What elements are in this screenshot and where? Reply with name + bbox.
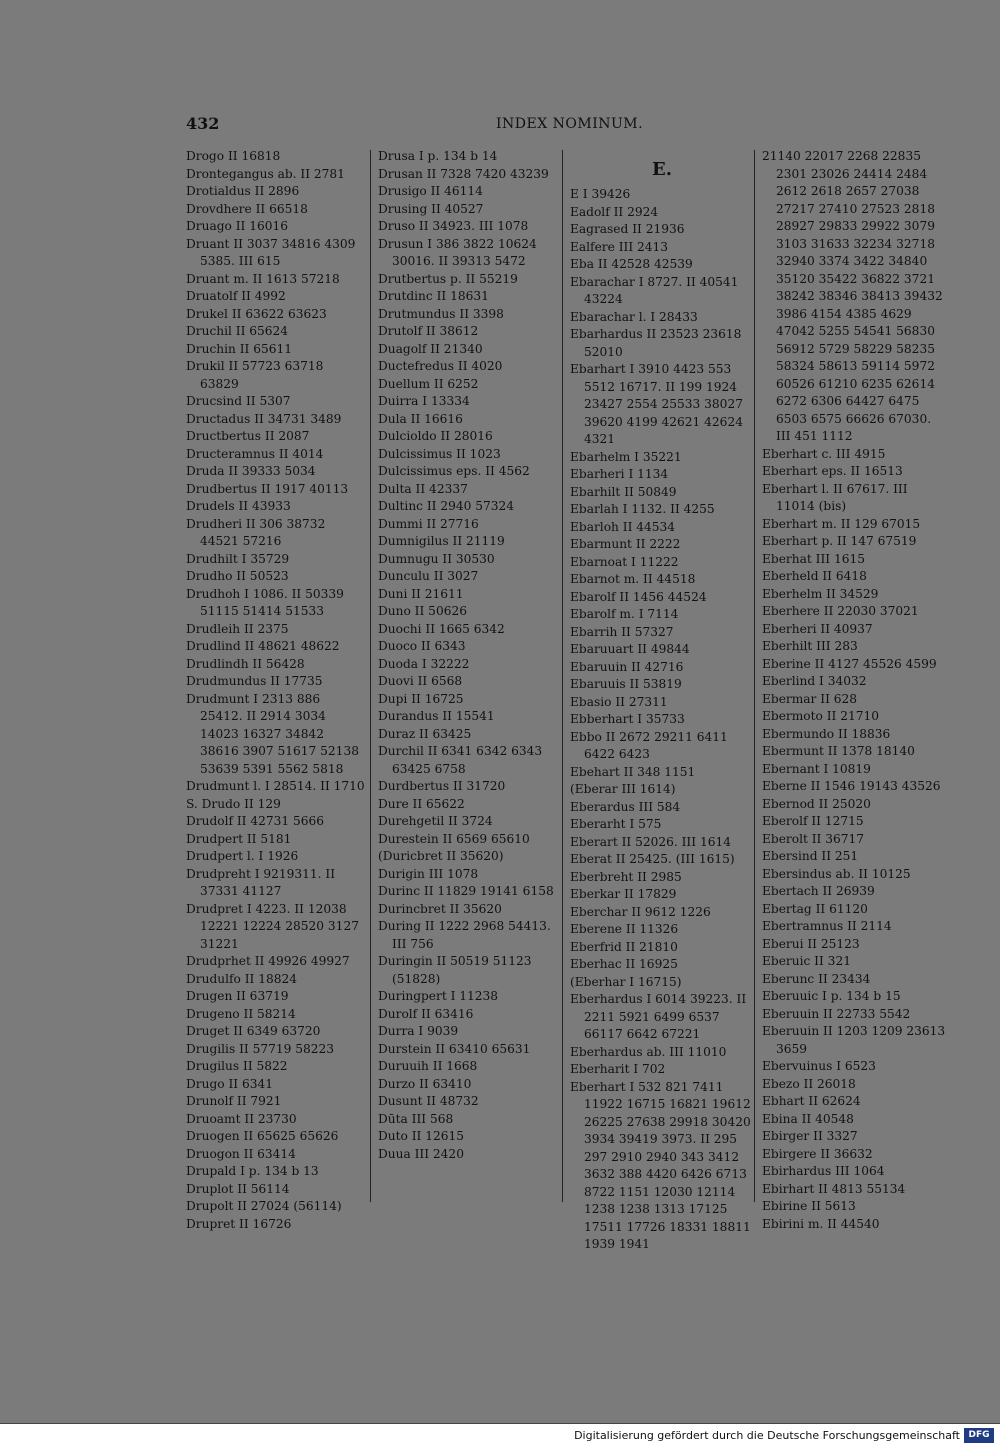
index-entry: Ebirini m. II 44540 <box>762 1216 880 1231</box>
index-entry: Eberhart m. II 129 67015 <box>762 516 921 531</box>
index-entry: Eberhac II 16925 <box>570 957 678 971</box>
index-entry: Duagolf II 21340 <box>378 341 483 356</box>
index-entry: Eberhelm II 34529 <box>762 586 879 601</box>
index-entry: Ebertramnus II 2114 <box>762 919 892 933</box>
index-entry: Dultinc II 2940 57324 <box>378 499 515 513</box>
index-entry: Eberunc II 23434 <box>762 971 871 986</box>
index-entry: Eberui II 25123 <box>762 936 860 951</box>
index-entry: Ebermar II 628 <box>762 691 858 706</box>
index-entry: Ebasio II 27311 <box>570 694 668 709</box>
index-entry: Eberart II 52026. III 1614 <box>570 834 731 849</box>
index-entry: Eberhart eps. II 16513 <box>762 464 903 478</box>
index-entry: Duto II 12615 <box>378 1129 465 1143</box>
index-entry: Duni II 21611 <box>378 586 464 601</box>
index-entry: Drudbertus II 1917 40113 <box>186 481 349 496</box>
index-entry: Ebernant I 10819 <box>762 761 871 776</box>
index-entry: Ebhart II 62624 <box>762 1094 861 1108</box>
index-entry: Drutmundus II 3398 <box>378 306 504 321</box>
index-entry: Eberhere II 22030 37021 <box>762 604 919 618</box>
index-entry: Eberat II 25425. (III 1615) <box>570 852 735 866</box>
index-entry: Dulcioldo II 28016 <box>378 429 493 443</box>
index-entry: Durinc II 11829 19141 6158 <box>378 884 554 898</box>
index-entry: Drugen II 63719 <box>186 989 289 1003</box>
index-entry: Ebirgere II 36632 <box>762 1146 873 1161</box>
index-entry: Drudlindh II 56428 <box>186 656 305 671</box>
index-entry: Drudmunt I 2313 886 25412. II 2914 3034 14023 16327 34842 38616 3907 51617 52138 53639 5391 5562 5818 <box>186 691 359 776</box>
index-entry: Eberarht I 575 <box>570 817 662 831</box>
index-entry: Drudprhet II 49926 49927 <box>186 954 350 968</box>
index-entry: Drudels II 43933 <box>186 499 291 513</box>
index-entry: Drucsind II 5307 <box>186 394 291 408</box>
index-entry: Eberbreht II 2985 <box>570 869 682 884</box>
index-entry: Ebernod II 25020 <box>762 796 871 811</box>
index-entry: Drogo II 16818 <box>186 149 281 163</box>
index-entry: Eberhardus I 6014 39223. II 2211 5921 6499 6537 66117 6642 67221 <box>570 992 747 1041</box>
index-entry: Drusun I 386 3822 10624 30016. II 39313 5472 <box>378 236 537 268</box>
index-entry: Duochi II 1665 6342 <box>378 621 505 636</box>
index-entry: (Eberar III 1614) <box>570 782 676 796</box>
index-entry: Dure II 65622 <box>378 796 465 811</box>
index-entry: Durchil II 6341 6342 6343 63425 6758 <box>378 744 543 776</box>
index-entry: Eberhardus ab. III 11010 <box>570 1044 727 1059</box>
index-entry: Ebarolf m. I 7114 <box>570 607 679 621</box>
index-entry: Eberhilt III 283 <box>762 639 858 653</box>
index-entry: During II 1222 2968 54413. III 756 <box>378 919 551 951</box>
index-entry: Drugilus II 5822 <box>186 1059 288 1073</box>
index-entry: Eberene II 11326 <box>570 922 679 936</box>
index-entry: Drovdhere II 66518 <box>186 201 308 216</box>
index-entry: Durigin III 1078 <box>378 866 479 881</box>
index-entry: Durzo II 63410 <box>378 1076 472 1091</box>
index-entry: Drutolf II 38612 <box>378 324 479 338</box>
index-entry: Dumnugu II 30530 <box>378 551 495 566</box>
index-entry: Drukil II 57723 63718 63829 <box>186 359 324 391</box>
page-number: 432 <box>186 114 220 133</box>
index-entry: Eberlind I 34032 <box>762 674 867 688</box>
index-entry: Ebaruuis II 53819 <box>570 677 682 691</box>
index-entry: Druda II 39333 5034 <box>186 464 316 478</box>
index-entry: Dructbertus II 2087 <box>186 429 310 443</box>
index-entry: Eberolf II 12715 <box>762 814 864 828</box>
index-entry: Ebertach II 26939 <box>762 884 875 898</box>
index-entry: Drudmunt l. I 28514. II 1710 <box>186 779 365 793</box>
index-entry: Duovi II 6568 <box>378 674 463 688</box>
index-entry: Druatolf II 4992 <box>186 289 286 303</box>
index-entry: Drusan II 7328 7420 43239 <box>378 166 549 181</box>
index-entry: Druogon II 63414 <box>186 1146 296 1161</box>
index-entry: Ebervuinus I 6523 <box>762 1059 876 1073</box>
column-rule <box>370 150 371 1202</box>
index-entry: Ebarhart I 3910 4423 553 5512 16717. II 199 1924 23427 2554 25533 38027 39620 4199 42621 42624 4321 <box>570 362 743 446</box>
index-entry: Drudho II 50523 <box>186 569 289 583</box>
index-entry: Drukel II 63622 63623 <box>186 306 327 321</box>
index-entry: Ebberhart I 35733 <box>570 712 685 726</box>
index-entry: Drupret II 16726 <box>186 1216 292 1231</box>
index-entry: Drugeno II 58214 <box>186 1006 296 1021</box>
index-entry: Dupi II 16725 <box>378 691 464 706</box>
index-entry: Druant m. II 1613 57218 <box>186 271 340 286</box>
index-entry: Drusigo II 46114 <box>378 184 483 198</box>
index-entry: Ebirhardus III 1064 <box>762 1164 885 1178</box>
index-entry: Dulta II 42337 <box>378 481 468 496</box>
index-entry: Ebaruuin II 42716 <box>570 659 684 674</box>
index-entry: Ebarachar I 8727. II 40541 43224 <box>570 274 739 306</box>
index-entry: Drutdinc II 18631 <box>378 289 489 303</box>
index-entry: Ebarolf II 1456 44524 <box>570 589 707 604</box>
index-entry: Drunolf II 7921 <box>186 1094 282 1108</box>
index-entry: Dūta III 568 <box>378 1111 454 1126</box>
index-entry: Duno II 50626 <box>378 604 467 618</box>
index-column-1 <box>186 148 366 1233</box>
index-entry: E I 39426 <box>570 187 631 201</box>
index-entry: Eberheri II 40937 <box>762 621 873 636</box>
index-entry: Drudpert l. I 1926 <box>186 849 299 863</box>
index-entry: Duringpert I 11238 <box>378 989 499 1003</box>
index-entry: Duua III 2420 <box>378 1146 464 1161</box>
index-entry: Ebarnoat I 11222 <box>570 554 679 569</box>
index-entry: Drudhoh I 1086. II 50339 51115 51414 51533 <box>186 586 344 618</box>
index-entry: Ductefredus II 4020 <box>378 359 503 373</box>
index-entry: Durandus II 15541 <box>378 709 495 723</box>
index-entry: Dummi II 27716 <box>378 516 479 531</box>
index-entry: Eberuic II 321 <box>762 954 851 968</box>
index-entry: Ebbo II 2672 29211 6411 6422 6423 <box>570 729 728 761</box>
index-entry: Durra I 9039 <box>378 1024 459 1038</box>
index-entry: Dumnigilus II 21119 <box>378 534 505 548</box>
index-entry: Drupolt II 27024 (56114) <box>186 1199 342 1213</box>
index-entry: Ebarachar l. I 28433 <box>570 309 698 324</box>
index-entry: Drusa I p. 134 b 14 <box>378 149 498 163</box>
footer-credit: Digitalisierung gefördert durch die Deutsche Forschungsgemeinschaft <box>574 1429 960 1442</box>
index-entry: Dunculu II 3027 <box>378 569 479 583</box>
index-entry: (Duricbret II 35620) <box>378 849 504 863</box>
column-rule <box>562 150 563 1202</box>
index-entry: Eberharit I 702 <box>570 1062 666 1076</box>
index-entry: Drugilis II 57719 58223 <box>186 1041 334 1056</box>
index-entry: Drudpreht I 9219311. II 37331 41127 <box>186 866 336 898</box>
index-entry: Ebermoto II 21710 <box>762 709 880 723</box>
index-entry: Drudlind II 48621 48622 <box>186 639 340 653</box>
index-entry: Ebertag II 61120 <box>762 901 868 916</box>
column-rule <box>754 150 755 1202</box>
index-entry: Durehgetil II 3724 <box>378 814 493 828</box>
index-entry: Ebehart II 348 1151 <box>570 764 696 779</box>
index-entry: Ebermunt II 1378 18140 <box>762 744 915 758</box>
index-entry: Druogen II 65625 65626 <box>186 1129 339 1143</box>
index-entry: Duruuih II 1668 <box>378 1059 478 1073</box>
index-entry: Duraz II 63425 <box>378 726 472 741</box>
index-entry: Druago II 16016 <box>186 219 288 233</box>
index-entry: Duellum II 6252 <box>378 376 479 391</box>
index-entry: Eberuuin II 22733 5542 <box>762 1006 911 1021</box>
index-entry: Duirra I 13334 <box>378 394 470 408</box>
index-entry: Dructadus II 34731 3489 <box>186 411 342 426</box>
index-entry: Drudulfo II 18824 <box>186 971 297 986</box>
index-entry: Drupald I p. 134 b 13 <box>186 1164 319 1178</box>
index-entry: Drusing II 40527 <box>378 201 484 216</box>
index-entry: Ebarhelm I 35221 <box>570 449 682 464</box>
index-entry: Eberheld II 6418 <box>762 569 867 583</box>
index-entry: (Eberhar I 16715) <box>570 974 682 989</box>
index-entry: Drudpret I 4223. II 12038 12221 12224 28520 3127 31221 <box>186 901 359 951</box>
index-column-3 <box>570 148 754 1254</box>
index-entry: Drugo II 6341 <box>186 1076 273 1091</box>
index-entry: Eberne II 1546 19143 43526 <box>762 779 941 793</box>
index-entry: Duoco II 6343 <box>378 639 466 653</box>
index-entry: Ebirhart II 4813 55134 <box>762 1181 906 1196</box>
index-entry: Durestein II 6569 65610 <box>378 831 530 846</box>
index-entry: Drotialdus II 2896 <box>186 184 300 198</box>
index-entry: Ebaruuart II 49844 <box>570 642 690 656</box>
index-entry: Ebirine II 5613 <box>762 1199 856 1213</box>
index-entry: Ebezo II 26018 <box>762 1076 856 1091</box>
index-entry: Eadolf II 2924 <box>570 204 659 219</box>
index-entry: Drudheri II 306 38732 44521 57216 <box>186 516 326 548</box>
index-entry: Ealfere III 2413 <box>570 239 669 254</box>
index-entry: Dulcissimus II 1023 <box>378 446 501 461</box>
index-entry: Ebarnot m. II 44518 <box>570 572 696 586</box>
index-entry: Ebermundo II 18836 <box>762 726 891 741</box>
index-entry: Dusunt II 48732 <box>378 1094 479 1108</box>
index-entry: Ebersindus ab. II 10125 <box>762 866 911 881</box>
index-entry: Ebarhardus II 23523 23618 52010 <box>570 327 742 359</box>
index-entry: Eberhart p. II 147 67519 <box>762 534 917 548</box>
index-entry: Ebarheri I 1134 <box>570 467 669 481</box>
index-entry: Dula II 16616 <box>378 411 463 426</box>
index-column-2 <box>378 148 558 1163</box>
index-entry: Dructeramnus II 4014 <box>186 446 324 461</box>
index-entry: Eba II 42528 42539 <box>570 257 693 271</box>
index-entry: Eberhart c. III 4915 <box>762 446 886 461</box>
index-entry: Druget II 6349 63720 <box>186 1024 321 1038</box>
index-entry: Druso II 34923. III 1078 <box>378 219 529 233</box>
index-entry: Eberardus III 584 <box>570 799 681 814</box>
index-entry: Eberuuic I p. 134 b 15 <box>762 989 901 1003</box>
index-entry: Ebina II 40548 <box>762 1111 854 1126</box>
index-entry: Eberolt II 36717 <box>762 831 865 846</box>
index-entry: Ebarloh II 44534 <box>570 519 676 534</box>
index-entry: Eberchar II 9612 1226 <box>570 904 711 919</box>
index-entry: Durdbertus II 31720 <box>378 779 506 793</box>
index-column-4 <box>762 148 946 1233</box>
index-entry: Duringin II 50519 51123 (51828) <box>378 954 532 986</box>
index-entry: Ebarrih II 57327 <box>570 624 674 639</box>
index-entry: Dulcissimus eps. II 4562 <box>378 464 530 478</box>
index-entry: Ebirger II 3327 <box>762 1129 858 1143</box>
index-entry: Durstein II 63410 65631 <box>378 1041 531 1056</box>
footer-bar <box>0 1423 1000 1448</box>
index-entry: Eberfrid II 21810 <box>570 939 678 954</box>
dfg-logo-icon: DFG <box>964 1428 994 1443</box>
index-entry: Druchil II 65624 <box>186 324 289 338</box>
index-entry: Druplot II 56114 <box>186 1181 290 1196</box>
index-entry: Eberhart I 532 821 7411 11922 16715 16821 19612 26225 27638 29918 30420 3934 39419 3973. II 295 297 2910 2940 343 3412 3632 388 4420 6426 6713 8722 1151 12030 12114 1238 1238 1313 17125 17511 17726 18331 18811 1939 1941 <box>570 1079 751 1251</box>
index-entry: Drudpert II 5181 <box>186 831 292 846</box>
index-entry: Eberhat III 1615 <box>762 551 865 566</box>
index-entry: Drutbertus p. II 55219 <box>378 271 518 286</box>
index-entry: Duoda I 32222 <box>378 656 470 671</box>
index-entry: S. Drudo II 129 <box>186 796 281 811</box>
index-entry: Durincbret II 35620 <box>378 901 502 916</box>
index-entry: Eberuuin II 1203 1209 23613 3659 <box>762 1024 946 1056</box>
index-entry: Ebarmunt II 2222 <box>570 537 681 551</box>
index-entry: Druoamt II 23730 <box>186 1111 297 1126</box>
index-entry: Ebarhilt II 50849 <box>570 484 677 499</box>
index-entry: Eberhart l. II 67617. III 11014 (bis) <box>762 481 908 513</box>
index-entry: Eberkar II 17829 <box>570 887 677 901</box>
index-entry: Druchin II 65611 <box>186 341 293 356</box>
index-entry: Drontegangus ab. II 2781 <box>186 166 345 181</box>
index-entry: Eagrased II 21936 <box>570 222 685 236</box>
index-entry: Eberine II 4127 45526 4599 <box>762 656 937 671</box>
index-entry: Durolf II 63416 <box>378 1006 474 1021</box>
running-head: INDEX NOMINUM. <box>496 116 644 132</box>
index-entry: Druant II 3037 34816 4309 5385. III 615 <box>186 236 356 268</box>
index-entry: Ebersind II 251 <box>762 849 859 863</box>
index-entry: Drudleih II 2375 <box>186 621 289 636</box>
index-entry: Drudhilt I 35729 <box>186 551 290 566</box>
index-entry: Drudmundus II 17735 <box>186 674 323 688</box>
section-letter: E. <box>652 159 672 180</box>
index-entry: Drudolf II 42731 5666 <box>186 814 325 828</box>
index-entry: Ebarlah I 1132. II 4255 <box>570 502 715 516</box>
index-entry: 21140 22017 2268 22835 2301 23026 24414 2484 2612 2618 2657 27038 27217 27410 27523 2818 28927 29833 29922 3079 3103 31633 32234 32718 32940 3374 3422 34840 35120 35422 36822 3721 38242 38346 38413 39432 3986 4154 4385 4629 47042 5255 54541 56830 56912 5729 58229 58235 58324 58613 59114 5972 60526 61210 6235 62614 6272 6306 64427 6475 6503 6575 66626 67030. III 451 1112 <box>762 149 943 443</box>
